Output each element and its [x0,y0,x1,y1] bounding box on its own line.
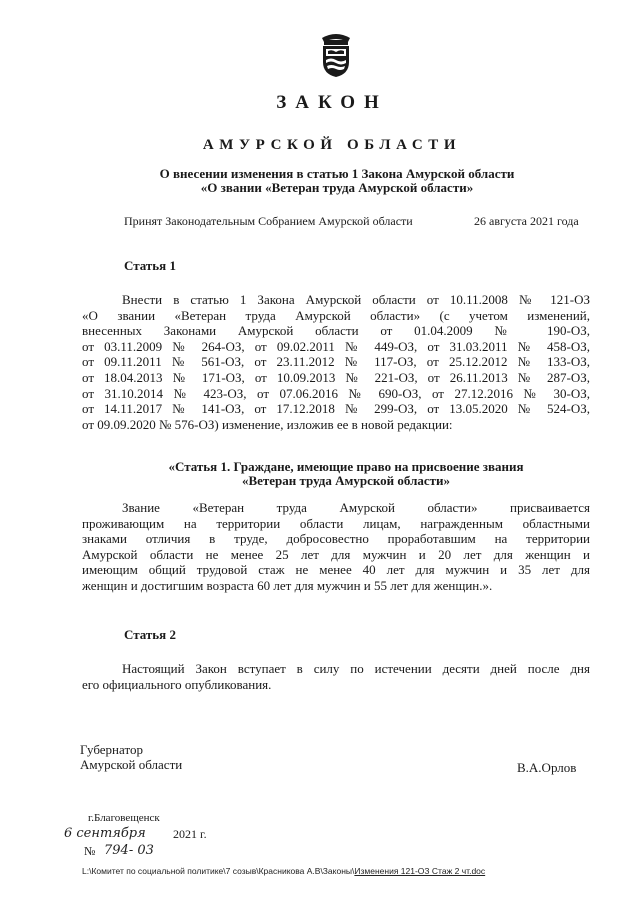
number-sign: № [84,844,96,858]
article1-line: от 03.11.2009 № 264-ОЗ, от 09.02.2011 № 449-ОЗ, от 31.03.2011 № 458-ОЗ, [82,338,590,354]
file-path-prefix: L:\Комитет по социальной политике\7 созыв\Красникова А.В\Законы\ [82,866,355,876]
law-title [0,167,640,195]
article2-line: его официального опубликования. [82,676,272,692]
handwritten-law-number: 794- 03 [104,843,154,858]
article1-line: от 18.04.2013 № 171-ОЗ, от 10.09.2013 № 221-ОЗ, от 26.11.2013 № 287-ОЗ, [82,369,590,385]
quoted-heading-line1: «Статья 1. Граждане, имеющие право на присвоение звания [168,459,524,474]
article2-line: Настоящий Закон вступает в силу по истечении десяти дней после дня [122,661,590,676]
quoted-line: имеющим общий трудовой стаж не менее 40 лет для мужчин и 35 лет для [82,562,590,578]
article1-line: Внести в статью 1 Закона Амурской области от 10.11.2008 № 121-ОЗ [122,292,590,307]
quoted-line: Амурской области не менее 25 лет для мужчин и 20 лет для женщин и [82,546,590,562]
article1-heading: Статья 1 [124,258,176,273]
quoted-article-body [82,500,590,594]
article2-body [82,661,590,692]
file-path-footer [82,866,485,876]
law-heading: ЗАКОН [276,92,388,113]
quoted-article-heading [82,460,590,488]
quoted-line: проживающим на территории области лицам, награжденным областными [82,515,590,531]
signatory-position [80,742,182,772]
quoted-line: знаками отличия в труде, добросовестно проработавшим на территории [82,531,590,547]
quoted-line: женщин и достигшим возраста 60 лет для мужчин и 55 лет для женщин.». [82,577,493,593]
article1-line: от 31.10.2014 № 423-ОЗ, от 07.06.2016 № 690-ОЗ, от 27.12.2016 № 30-ОЗ, [82,385,590,401]
quoted-heading-line2: «Ветеран труда Амурской области» [241,473,451,488]
article1-line: от 09.11.2011 № 561-ОЗ, от 23.11.2012 № 117-ОЗ, от 25.12.2012 № 133-ОЗ, [82,354,590,370]
adopted-by: Принят Законодательным Собранием Амурской области [124,214,413,228]
region-heading: АМУРСКОЙ ОБЛАСТИ [202,137,462,153]
signatory-name: В.А.Орлов [517,760,577,775]
coat-of-arms-icon [318,32,354,78]
law-title-line1: О внесении изменения в статью 1 Закона Амурской области [159,166,515,181]
signatory-position-line1: Губернатор [80,742,143,757]
article1-line: «О звании «Ветеран труда Амурской области» (с учетом изменений, [82,307,590,323]
handwritten-date: 6 сентября [64,826,146,841]
article2-heading: Статья 2 [124,627,176,642]
quoted-line: Звание «Ветеран труда Амурской области» присваивается [122,500,590,515]
place-of-signing: г.Благовещенск [88,812,160,824]
law-title-line2: «О звании «Ветеран труда Амурской области» [200,180,474,195]
article1-line: от 14.11.2017 № 141-ОЗ, от 17.12.2018 № 299-ОЗ, от 13.05.2020 № 524-ОЗ, [82,401,590,417]
adopted-date: 26 августа 2021 года [474,214,579,228]
article1-line: внесенных Законами Амурской области от 01.04.2009 № 190-ОЗ, [82,323,590,339]
signatory-position-line2: Амурской области [80,757,183,772]
signing-year: 2021 г. [173,827,207,841]
article1-line: от 09.09.2020 № 576-ОЗ) изменение, изложив ее в новой редакции: [82,416,453,432]
file-path-filename: Изменения 121-ОЗ Стаж 2 чт.doc [354,866,486,876]
article1-body [82,292,590,432]
